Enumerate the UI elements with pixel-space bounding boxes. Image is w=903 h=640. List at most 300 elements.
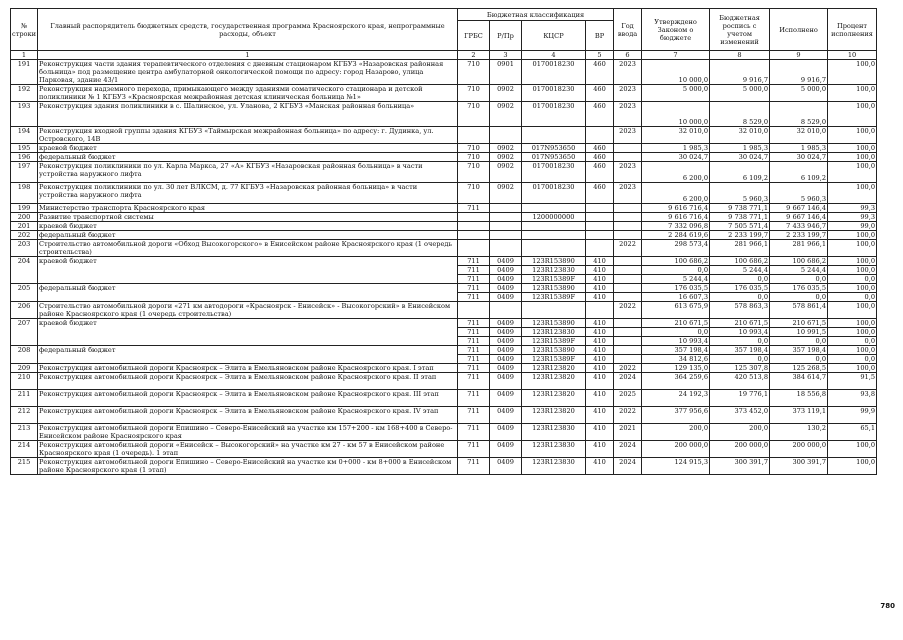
year-cell	[614, 328, 642, 337]
percent-cell: 99,3	[828, 204, 877, 213]
kcsr-cell: 123R123830	[522, 441, 586, 458]
executed-cell: 1 985,3	[770, 144, 828, 153]
schedule-cell: 200,0	[710, 424, 770, 441]
rpr-cell: 0409	[490, 424, 522, 441]
kcsr-cell: 0170018230	[522, 85, 586, 102]
row-name: краевой бюджет	[38, 319, 458, 346]
vr-cell: 460	[586, 144, 614, 153]
kcsr-cell: 123R15389F	[522, 275, 586, 284]
year-cell	[614, 213, 642, 222]
vr-cell: 410	[586, 407, 614, 424]
approved-cell: 357 198,4	[642, 346, 710, 355]
approved-cell: 2 284 619,6	[642, 231, 710, 240]
rpr-cell: 0902	[490, 183, 522, 204]
grbs-cell	[458, 222, 490, 231]
percent-cell: 99,9	[828, 407, 877, 424]
executed-cell: 32 010,0	[770, 127, 828, 144]
percent-cell: 93,8	[828, 390, 877, 407]
row-number: 213	[11, 424, 38, 441]
table-row	[11, 240, 877, 257]
year-cell: 2022	[614, 407, 642, 424]
row-name: федеральный бюджет	[38, 231, 458, 240]
rpr-cell: 0409	[490, 275, 522, 284]
table-body	[11, 60, 877, 475]
rpr-cell: 0409	[490, 458, 522, 475]
table-row	[11, 60, 877, 85]
approved-cell: 129 135,0	[642, 364, 710, 373]
percent-cell: 100,0	[828, 257, 877, 266]
row-number: 207	[11, 319, 38, 346]
budget-execution-table	[10, 8, 877, 475]
kcsr-cell: 123R153890	[522, 257, 586, 266]
vr-cell: 460	[586, 60, 614, 85]
col-number: 3	[490, 51, 522, 60]
col-number: 1	[38, 51, 458, 60]
grbs-cell: 711	[458, 346, 490, 355]
col-number: 2	[458, 51, 490, 60]
row-name: краевой бюджет	[38, 222, 458, 231]
percent-cell: 100,0	[828, 85, 877, 102]
grbs-cell: 710	[458, 60, 490, 85]
year-cell	[614, 337, 642, 346]
row-name: Реконструкция поликлиники по ул. Карла Маркса, 27 «А» КГБУЗ «Назаровская районная больница» в части устройства наружного лифта	[38, 162, 458, 183]
row-name: краевой бюджет	[38, 257, 458, 284]
executed-cell: 373 119,1	[770, 407, 828, 424]
approved-cell: 10 000,0	[642, 60, 710, 85]
table-row	[11, 213, 877, 222]
vr-cell: 410	[586, 337, 614, 346]
executed-cell: 5 960,3	[770, 183, 828, 204]
grbs-cell: 711	[458, 328, 490, 337]
grbs-cell: 711	[458, 355, 490, 364]
kcsr-cell: 0170018230	[522, 102, 586, 127]
kcsr-cell: 0170018230	[522, 162, 586, 183]
row-number: 195	[11, 144, 38, 153]
year-cell	[614, 144, 642, 153]
percent-cell: 100,0	[828, 364, 877, 373]
kcsr-cell: 123R123820	[522, 373, 586, 390]
approved-cell: 6 200,0	[642, 162, 710, 183]
kcsr-cell: 123R15389F	[522, 337, 586, 346]
percent-cell: 100,0	[828, 240, 877, 257]
percent-cell: 0,0	[828, 355, 877, 364]
approved-cell: 124 915,3	[642, 458, 710, 475]
executed-cell: 0,0	[770, 337, 828, 346]
col-number: 5	[586, 51, 614, 60]
vr-cell: 460	[586, 85, 614, 102]
grbs-cell: 711	[458, 458, 490, 475]
approved-cell: 210 671,5	[642, 319, 710, 328]
executed-cell: 384 614,7	[770, 373, 828, 390]
executed-cell: 357 198,4	[770, 346, 828, 355]
year-cell	[614, 284, 642, 293]
schedule-cell: 7 505 571,4	[710, 222, 770, 231]
percent-cell: 100,0	[828, 102, 877, 127]
grbs-cell: 711	[458, 266, 490, 275]
rpr-cell: 0409	[490, 346, 522, 355]
approved-cell: 5 244,4	[642, 275, 710, 284]
row-number: 212	[11, 407, 38, 424]
rpr-cell: 0902	[490, 162, 522, 183]
col-number: 7	[642, 51, 710, 60]
approved-cell: 1 985,3	[642, 144, 710, 153]
percent-cell: 100,0	[828, 266, 877, 275]
kcsr-cell: 123R123830	[522, 328, 586, 337]
row-name: краевой бюджет	[38, 144, 458, 153]
budget-table-page	[10, 8, 876, 475]
vr-cell	[586, 213, 614, 222]
executed-cell: 578 861,4	[770, 302, 828, 319]
grbs-cell	[458, 302, 490, 319]
year-cell: 2023	[614, 85, 642, 102]
executed-cell: 0,0	[770, 355, 828, 364]
kcsr-cell: 123R123820	[522, 407, 586, 424]
row-number: 203	[11, 240, 38, 257]
row-name: федеральный бюджет	[38, 153, 458, 162]
rpr-cell	[490, 213, 522, 222]
row-name: Строительство автомобильной дороги «271 км автодороги «Красноярск - Енисейск» - Высокогорский» в Енисейском районе Красноярского края (1 очередь строительства)	[38, 302, 458, 319]
approved-cell: 0,0	[642, 266, 710, 275]
rpr-cell: 0902	[490, 144, 522, 153]
table-row	[11, 407, 877, 424]
schedule-cell: 6 109,2	[710, 162, 770, 183]
row-number: 191	[11, 60, 38, 85]
table-row	[11, 346, 877, 355]
vr-cell: 410	[586, 328, 614, 337]
year-cell: 2023	[614, 127, 642, 144]
rpr-cell: 0902	[490, 153, 522, 162]
executed-cell: 5 244,4	[770, 266, 828, 275]
rpr-cell: 0409	[490, 441, 522, 458]
header-schedule: Бюджетная роспись с учетом изменений	[710, 9, 770, 51]
percent-cell: 65,1	[828, 424, 877, 441]
row-name: федеральный бюджет	[38, 284, 458, 302]
header-year: Год ввода	[614, 9, 642, 51]
schedule-cell: 10 993,4	[710, 328, 770, 337]
grbs-cell: 710	[458, 144, 490, 153]
row-name: Реконструкция поликлиники по ул. 30 лет ВЛКСМ, д. 77 КГБУЗ «Назаровская районная больница» в части устройства наружного лифта	[38, 183, 458, 204]
percent-cell: 0,0	[828, 293, 877, 302]
vr-cell: 410	[586, 319, 614, 328]
rpr-cell: 0409	[490, 364, 522, 373]
approved-cell: 5 000,0	[642, 85, 710, 102]
vr-cell: 460	[586, 162, 614, 183]
vr-cell: 410	[586, 355, 614, 364]
row-number: 194	[11, 127, 38, 144]
grbs-cell	[458, 231, 490, 240]
executed-cell: 8 529,0	[770, 102, 828, 127]
row-number: 204	[11, 257, 38, 284]
schedule-cell: 5 244,4	[710, 266, 770, 275]
schedule-cell: 420 513,8	[710, 373, 770, 390]
percent-cell: 100,0	[828, 60, 877, 85]
kcsr-cell	[522, 302, 586, 319]
percent-cell: 100,0	[828, 127, 877, 144]
table-row	[11, 153, 877, 162]
approved-cell: 32 010,0	[642, 127, 710, 144]
vr-cell: 410	[586, 364, 614, 373]
column-numbers-row	[11, 51, 877, 60]
table-row	[11, 458, 877, 475]
grbs-cell: 710	[458, 162, 490, 183]
header-budget-class: Бюджетная классификация	[458, 9, 614, 21]
row-number: 202	[11, 231, 38, 240]
percent-cell: 100,0	[828, 162, 877, 183]
row-number: 210	[11, 373, 38, 390]
vr-cell: 460	[586, 153, 614, 162]
kcsr-cell	[522, 240, 586, 257]
rpr-cell: 0409	[490, 373, 522, 390]
approved-cell: 6 200,0	[642, 183, 710, 204]
vr-cell: 460	[586, 183, 614, 204]
approved-cell: 100 686,2	[642, 257, 710, 266]
year-cell	[614, 275, 642, 284]
grbs-cell: 711	[458, 390, 490, 407]
table-row	[11, 102, 877, 127]
kcsr-cell: 123R123830	[522, 266, 586, 275]
schedule-cell: 19 776,1	[710, 390, 770, 407]
executed-cell: 210 671,5	[770, 319, 828, 328]
kcsr-cell: 017N953650	[522, 144, 586, 153]
executed-cell: 10 991,5	[770, 328, 828, 337]
percent-cell: 100,0	[828, 302, 877, 319]
rpr-cell: 0409	[490, 407, 522, 424]
vr-cell	[586, 127, 614, 144]
vr-cell: 410	[586, 293, 614, 302]
schedule-cell: 0,0	[710, 275, 770, 284]
row-name: Министерство транспорта Красноярского края	[38, 204, 458, 213]
approved-cell: 298 573,4	[642, 240, 710, 257]
kcsr-cell: 1200000000	[522, 213, 586, 222]
percent-cell: 100,0	[828, 183, 877, 204]
year-cell	[614, 293, 642, 302]
grbs-cell: 711	[458, 275, 490, 284]
schedule-cell: 125 307,8	[710, 364, 770, 373]
approved-cell: 34 812,6	[642, 355, 710, 364]
grbs-cell: 711	[458, 424, 490, 441]
executed-cell: 6 109,2	[770, 162, 828, 183]
row-name: Реконструкция надземного перехода, примыкающего между зданиями соматического стационара и детской поликлиники № 1 КГБУЗ «Красноярская межрайонная детская клиническая больница №1»	[38, 85, 458, 102]
table-row	[11, 373, 877, 390]
row-number: 205	[11, 284, 38, 302]
header-kcsr: КЦСР	[522, 21, 586, 51]
kcsr-cell: 123R123820	[522, 390, 586, 407]
executed-cell: 130,2	[770, 424, 828, 441]
rpr-cell: 0409	[490, 355, 522, 364]
row-name: Реконструкция автомобильной дороги Красноярск – Элита в Емельяновском районе Красноярского края. III этап	[38, 390, 458, 407]
year-cell: 2023	[614, 102, 642, 127]
schedule-cell: 0,0	[710, 355, 770, 364]
percent-cell: 0,0	[828, 337, 877, 346]
row-number: 199	[11, 204, 38, 213]
percent-cell: 100,0	[828, 458, 877, 475]
percent-cell: 100,0	[828, 144, 877, 153]
grbs-cell	[458, 240, 490, 257]
row-number: 206	[11, 302, 38, 319]
row-number: 200	[11, 213, 38, 222]
grbs-cell: 711	[458, 441, 490, 458]
row-number: 209	[11, 364, 38, 373]
table-row	[11, 364, 877, 373]
table-row	[11, 441, 877, 458]
rpr-cell: 0409	[490, 328, 522, 337]
executed-cell: 2 233 199,7	[770, 231, 828, 240]
rpr-cell	[490, 204, 522, 213]
approved-cell: 10 000,0	[642, 102, 710, 127]
year-cell: 2024	[614, 458, 642, 475]
col-number: 8	[710, 51, 770, 60]
executed-cell: 9 667 146,4	[770, 213, 828, 222]
year-cell: 2022	[614, 302, 642, 319]
rpr-cell: 0901	[490, 60, 522, 85]
grbs-cell: 711	[458, 364, 490, 373]
schedule-cell: 357 198,4	[710, 346, 770, 355]
col-number: 6	[614, 51, 642, 60]
vr-cell: 410	[586, 257, 614, 266]
vr-cell: 410	[586, 284, 614, 293]
table-row	[11, 144, 877, 153]
vr-cell: 410	[586, 346, 614, 355]
grbs-cell: 711	[458, 204, 490, 213]
approved-cell: 16 607,3	[642, 293, 710, 302]
schedule-cell: 200 000,0	[710, 441, 770, 458]
col-number: 4	[522, 51, 586, 60]
rpr-cell: 0409	[490, 284, 522, 293]
schedule-cell: 578 863,3	[710, 302, 770, 319]
schedule-cell: 9 738 771,1	[710, 213, 770, 222]
kcsr-cell: 123R15389F	[522, 293, 586, 302]
percent-cell: 100,0	[828, 346, 877, 355]
col-number: 9	[770, 51, 828, 60]
year-cell: 2023	[614, 183, 642, 204]
row-number: 211	[11, 390, 38, 407]
executed-cell: 281 966,1	[770, 240, 828, 257]
row-name: Реконструкция автомобильной дороги Красноярск – Элита в Емельяновском районе Красноярского края. IV этап	[38, 407, 458, 424]
approved-cell: 24 192,3	[642, 390, 710, 407]
schedule-cell: 8 529,0	[710, 102, 770, 127]
executed-cell: 125 268,5	[770, 364, 828, 373]
row-name: Реконструкция автомобильной дороги Красноярск – Элита в Емельяновском районе Красноярского края. I этап	[38, 364, 458, 373]
rpr-cell: 0409	[490, 319, 522, 328]
rpr-cell: 0409	[490, 293, 522, 302]
year-cell: 2024	[614, 373, 642, 390]
rpr-cell: 0902	[490, 102, 522, 127]
header-grbs: ГРБС	[458, 21, 490, 51]
table-row	[11, 302, 877, 319]
schedule-cell: 300 391,7	[710, 458, 770, 475]
year-cell	[614, 257, 642, 266]
vr-cell: 410	[586, 390, 614, 407]
grbs-cell: 710	[458, 85, 490, 102]
header-vr: ВР	[586, 21, 614, 51]
kcsr-cell: 123R123830	[522, 458, 586, 475]
schedule-cell: 32 010,0	[710, 127, 770, 144]
executed-cell: 9 667 146,4	[770, 204, 828, 213]
approved-cell: 364 259,6	[642, 373, 710, 390]
grbs-cell: 711	[458, 373, 490, 390]
executed-cell: 30 024,7	[770, 153, 828, 162]
row-name: Реконструкция части здания терапевтического отделения с дневным стационаром КГБУЗ «Назаровская районная больница» под размещение центра амбулаторной онкологической помощи по адресу: город Назарово, улица Парковая, здание 43/1	[38, 60, 458, 85]
executed-cell: 0,0	[770, 275, 828, 284]
grbs-cell	[458, 213, 490, 222]
vr-cell: 410	[586, 458, 614, 475]
kcsr-cell: 123R123830	[522, 424, 586, 441]
percent-cell: 91,5	[828, 373, 877, 390]
header-approved: Утверждено Законом о бюджете	[642, 9, 710, 51]
percent-cell: 100,0	[828, 153, 877, 162]
executed-cell: 176 035,5	[770, 284, 828, 293]
schedule-cell: 176 035,5	[710, 284, 770, 293]
row-number: 192	[11, 85, 38, 102]
vr-cell: 410	[586, 373, 614, 390]
header-row-number: № строки	[11, 9, 38, 51]
table-row	[11, 204, 877, 213]
year-cell	[614, 319, 642, 328]
kcsr-cell: 123R153890	[522, 346, 586, 355]
executed-cell: 100 686,2	[770, 257, 828, 266]
year-cell: 2021	[614, 424, 642, 441]
kcsr-cell: 017N953650	[522, 153, 586, 162]
rpr-cell: 0409	[490, 257, 522, 266]
grbs-cell: 711	[458, 319, 490, 328]
page-number: 780	[880, 602, 895, 610]
rpr-cell	[490, 222, 522, 231]
rpr-cell	[490, 127, 522, 144]
percent-cell: 0,0	[828, 275, 877, 284]
vr-cell: 460	[586, 102, 614, 127]
grbs-cell: 711	[458, 293, 490, 302]
row-number: 197	[11, 162, 38, 183]
table-row	[11, 162, 877, 183]
row-number: 196	[11, 153, 38, 162]
table-row	[11, 183, 877, 204]
kcsr-cell: 123R15389F	[522, 355, 586, 364]
row-name: Реконструкция автомобильной дороги «Енисейск – Высокогорский» на участке км 27 - км 57 в Енисейском районе Красноярского края (1 очередь). 1 этап	[38, 441, 458, 458]
schedule-cell: 30 024,7	[710, 153, 770, 162]
row-name: Реконструкция автомобильной дороги Епишино – Северо-Енисейский на участке км 157+200 - км 168+400 в Северо-Енисейском районе Красноярского края	[38, 424, 458, 441]
approved-cell: 30 024,7	[642, 153, 710, 162]
grbs-cell: 711	[458, 337, 490, 346]
grbs-cell: 711	[458, 257, 490, 266]
year-cell: 2022	[614, 364, 642, 373]
schedule-cell: 9 916,7	[710, 60, 770, 85]
rpr-cell: 0409	[490, 266, 522, 275]
vr-cell	[586, 222, 614, 231]
table-row	[11, 222, 877, 231]
rpr-cell	[490, 231, 522, 240]
year-cell	[614, 204, 642, 213]
kcsr-cell	[522, 231, 586, 240]
row-number: 201	[11, 222, 38, 231]
schedule-cell: 373 452,0	[710, 407, 770, 424]
year-cell	[614, 231, 642, 240]
kcsr-cell: 0170018230	[522, 183, 586, 204]
percent-cell: 100,0	[828, 441, 877, 458]
rpr-cell	[490, 240, 522, 257]
row-number: 214	[11, 441, 38, 458]
table-header	[11, 9, 877, 60]
executed-cell: 200 000,0	[770, 441, 828, 458]
year-cell	[614, 266, 642, 275]
approved-cell: 613 675,9	[642, 302, 710, 319]
vr-cell: 410	[586, 441, 614, 458]
vr-cell	[586, 204, 614, 213]
row-name: Строительство автомобильной дороги «Обход Высокогорского» в Енисейском районе Красноярского края (1 очередь строительства)	[38, 240, 458, 257]
table-row	[11, 319, 877, 328]
vr-cell	[586, 240, 614, 257]
kcsr-cell	[522, 222, 586, 231]
row-number: 215	[11, 458, 38, 475]
